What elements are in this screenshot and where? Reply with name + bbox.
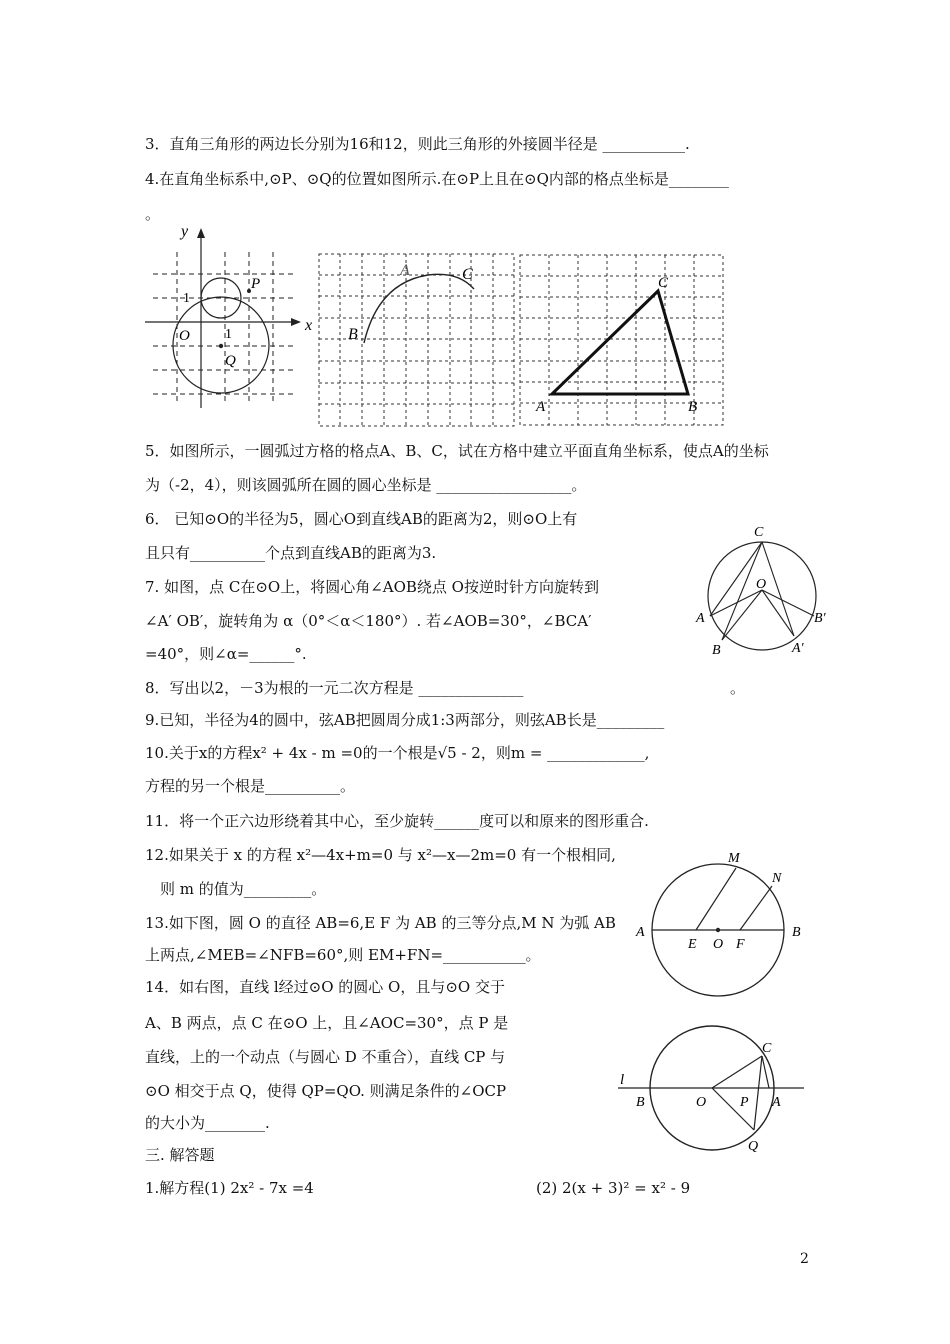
question-5-line1: 5．如图所示，一圆弧过方格的格点A、B、C，试在方格中建立平面直角坐标系，使点A的坐标 (145, 442, 769, 460)
question-14-line4: ⊙O 相交于点 Q，使得 QP=QO. 则满足条件的∠OCP (145, 1082, 507, 1100)
point-b-label: B (712, 643, 721, 658)
solve-equation-2: (2) 2(x + 3)² = x² - 9 (536, 1179, 691, 1197)
point-a-label: A (636, 925, 645, 940)
vertex-c-label: C (658, 275, 669, 291)
point-a-prime-label: A′ (792, 641, 804, 656)
center-o-label: O (713, 937, 724, 952)
question-12-line1: 12.如果关于 x 的方程 x²—4x+m=0 与 x²—x—2m=0 有一个根相同, (145, 846, 616, 864)
question-13-line2: 上两点,∠MEB=∠NFB=60°,则 EM+FN=___________。 (145, 946, 541, 964)
question-7-line2: ∠A′ OB′，旋转角为 α（0°＜α＜180°）. 若∠AOB=30°，∠BCA′ (145, 612, 592, 630)
question-11: 11．将一个正六边形绕着其中心，至少旋转______度可以和原来的图形重合. (145, 812, 649, 830)
solve-equation-1: 1.解方程(1) 2x² - 7x =4 (145, 1179, 314, 1197)
point-a-label: A (772, 1095, 781, 1110)
question-5-line2: 为（-2，4），则该圆弧所在圆的圆心坐标是 __________________。 (145, 476, 587, 494)
figure-diameter-chords (632, 846, 812, 998)
y-unit-label: 1 (183, 291, 190, 306)
question-10-line2: 方程的另一个根是__________。 (145, 777, 356, 795)
point-a-label: A (696, 611, 705, 626)
question-8: 8．写出以2，－3为根的一元二次方程是 ______________ (145, 679, 524, 697)
point-f-label: F (736, 937, 745, 952)
question-6-line1: 6． 已知⊙O的半径为5，圆心O到直线AB的距离为2，则⊙O上有 (145, 510, 578, 528)
center-o-label: O (696, 1095, 707, 1110)
point-n-label: N (772, 871, 782, 886)
point-e-label: E (688, 937, 697, 952)
x-unit-label: 1 (225, 327, 232, 342)
vertex-a-label: A (536, 399, 546, 415)
question-14-line3: 直线，上的一个动点（与圆心 D 不重合），直线 CP 与 (145, 1048, 506, 1066)
question-14-line5: 的大小为________. (145, 1114, 270, 1132)
point-c-label: C (762, 1041, 772, 1056)
point-m-label: M (728, 851, 740, 866)
figure-circles-p-q (145, 222, 315, 412)
question-14-line2: A、B 两点，点 C 在⊙O 上，且∠AOC=30°，点 P 是 (145, 1014, 509, 1032)
question-3: 3．直角三角形的两边长分别为16和12，则此三角形的外接圆半径是 ___________. (145, 135, 690, 153)
line-l-label: l (620, 1072, 625, 1088)
section-3-heading: 三. 解答题 (145, 1146, 215, 1164)
question-13-line1: 13.如下图，圆 O 的直径 AB=6,E F 为 AB 的三等分点,M N 为弧 AB (145, 914, 616, 932)
point-p-label: P (740, 1095, 749, 1110)
x-axis-label: x (305, 317, 313, 334)
question-6-line2: 且只有__________个点到直线AB的距离为3. (145, 544, 437, 562)
question-7-line1: 7. 如图，点 C在⊙O上，将圆心角∠AOB绕点 O按逆时针方向旋转到 (145, 578, 599, 596)
origin-label: O (179, 328, 190, 344)
point-p-label: P (251, 276, 261, 292)
question-4-line2: 。 (145, 205, 161, 223)
figure-rotation-circle (694, 518, 830, 658)
point-b-label: B (792, 925, 801, 940)
y-axis-label: y (181, 223, 189, 240)
point-a-label: A (400, 262, 410, 279)
point-c-label: C (754, 525, 764, 540)
question-10-line1: 10.关于x的方程x² + 4x - m =0的一个根是√5 - 2，则m = _____________, (145, 744, 650, 762)
question-7-line3: =40°，则∠α=______°. (145, 645, 307, 663)
point-b-label: B (636, 1095, 645, 1110)
question-8-end: 。 (730, 679, 746, 697)
point-b-label: B (348, 326, 358, 343)
page-number: 2 (800, 1251, 809, 1267)
figure-arc-grid (318, 253, 516, 429)
point-c-label: C (462, 266, 473, 283)
figure-line-circle-cpq (614, 1020, 814, 1160)
question-4-line1: 4.在直角坐标系中,⊙P、⊙Q的位置如图所示.在⊙P上且在⊙Q内部的格点坐标是________ (145, 170, 729, 188)
point-q-label: Q (748, 1139, 759, 1154)
vertex-b-label: B (688, 399, 698, 415)
question-9: 9.已知，半径为4的圆中，弦AB把圆周分成1:3两部分，则弦AB长是_________ (145, 711, 665, 729)
center-o-label: O (756, 577, 767, 592)
figure-triangle-grid (518, 253, 728, 429)
point-q-label: Q (225, 353, 236, 369)
question-14-line1: 14．如右图，直线 l经过⊙O 的圆心 O，且与⊙O 交于 (145, 978, 505, 996)
question-12-line2: 则 m 的值为_________。 (160, 880, 327, 898)
point-b-prime-label: B′ (814, 611, 826, 626)
